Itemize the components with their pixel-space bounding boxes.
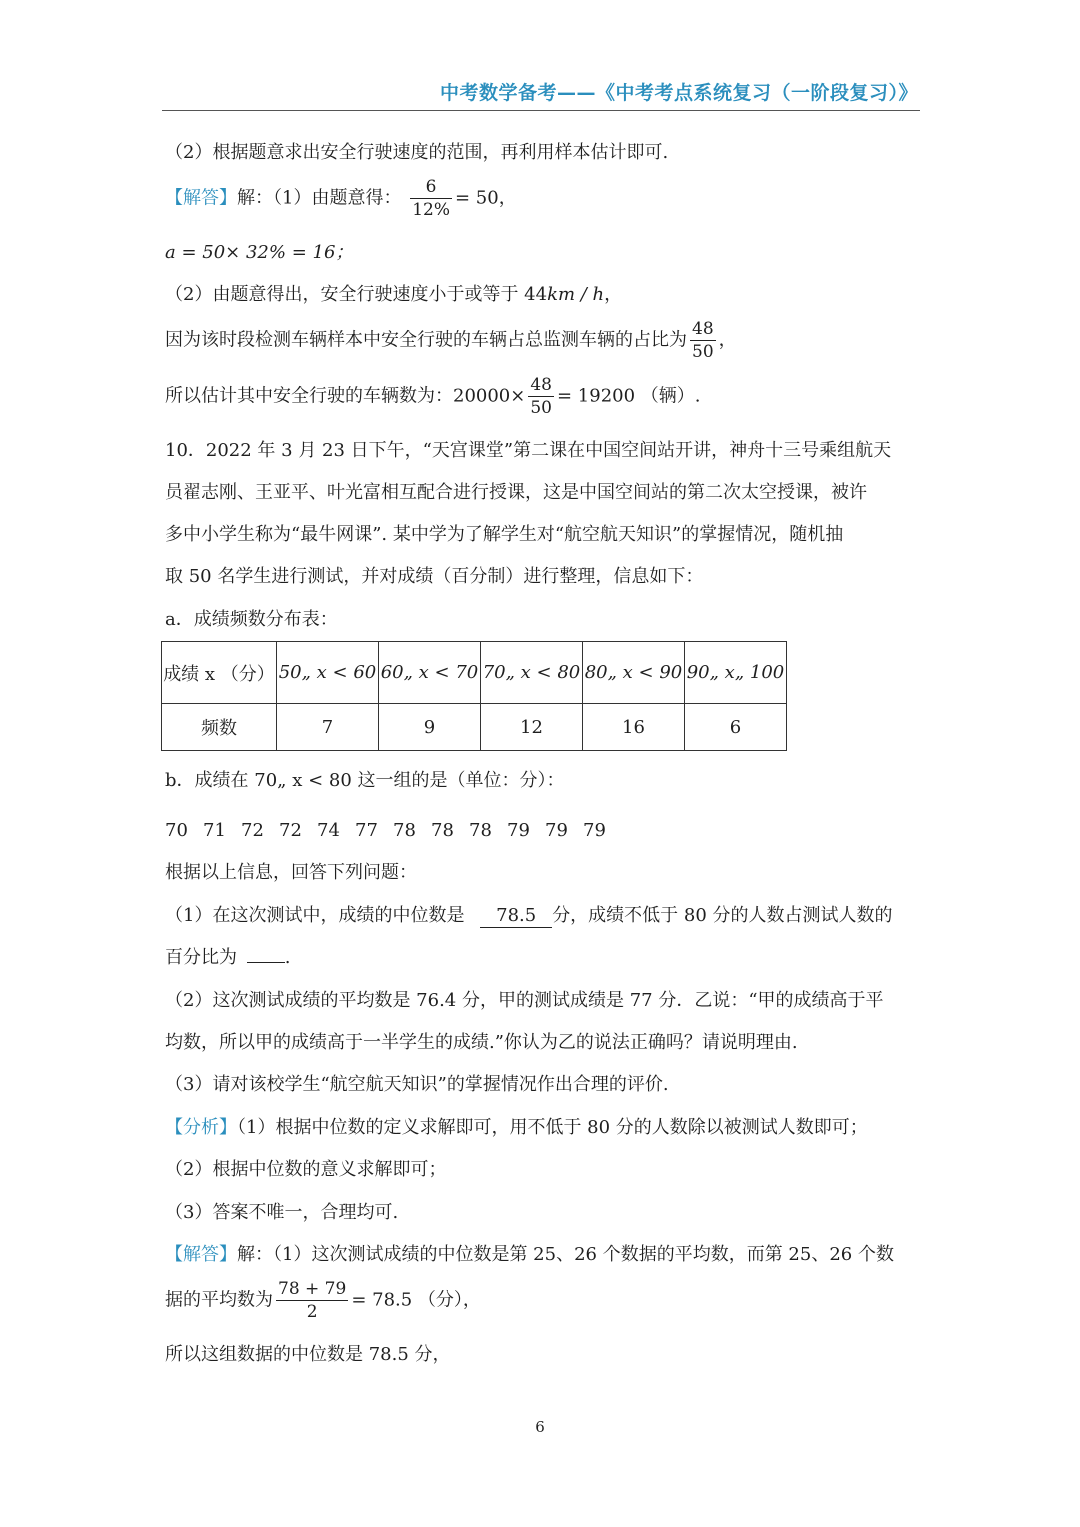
- fraction: [410, 176, 452, 221]
- equation-line: a = 50× 32% = 16；: [165, 242, 354, 263]
- fraction-denominator: 50: [692, 342, 714, 362]
- empty-blank: [247, 962, 285, 963]
- page-header-title: 中考数学备考——《中考考点系统复习（一阶段复习）》: [439, 82, 918, 104]
- text-span: .: [284, 947, 291, 968]
- count-cell: 6: [685, 704, 787, 751]
- answer-tag: 【解答】: [165, 187, 237, 209]
- text-span: （1）在这次测试中，成绩的中位数是: [165, 905, 465, 926]
- text-span: 解：（1）这次测试成绩的中位数是第 25、26 个数据的平均数，而第 25、26 个数: [237, 1244, 894, 1265]
- text-span: （1）根据中位数的定义求解即可，用不低于 80 分的人数除以被测试人数即可；: [237, 1117, 868, 1138]
- solution-line: [165, 1278, 481, 1323]
- analysis-line: （3）答案不唯一，合理均可.: [165, 1202, 399, 1223]
- fraction: [276, 1278, 348, 1323]
- analysis-tag: 【分析】: [165, 1117, 237, 1138]
- fraction-numerator: 6: [425, 177, 437, 197]
- text-span: 据的平均数为: [165, 1289, 273, 1311]
- text-span: 因为该时段检测车辆样本中安全行驶的车辆占总监测车辆的占比为: [165, 329, 687, 351]
- score-value: 72: [241, 820, 264, 841]
- question-part: [165, 945, 290, 971]
- table-header-cell: 成绩 x （分）: [162, 642, 277, 704]
- text-span: 所以估计其中安全行驶的车辆数为：20000×: [165, 385, 526, 407]
- score-value: 77: [355, 820, 378, 841]
- text-line: [165, 374, 701, 419]
- text-span: = 50，: [454, 187, 517, 209]
- header-divider: [162, 110, 920, 111]
- text-line: （2）根据题意求出安全行驶速度的范围，再利用样本估计即可.: [165, 142, 669, 163]
- fraction: [690, 318, 716, 363]
- score-value: 79: [545, 820, 568, 841]
- question-text: 多中小学生称为“最牛网课”. 某中学为了解学生对“航空航天知识”的掌握情况，随机抽: [165, 524, 844, 545]
- answer-blank: 78.5: [480, 905, 552, 928]
- question-part: （2）这次测试成绩的平均数是 76.4 分，甲的测试成绩是 77 分．乙说：“甲的成绩高于平: [165, 990, 884, 1011]
- range-cell: 50„ x < 60: [277, 642, 379, 704]
- text-span: （2）由题意得出，安全行驶速度小于或等于 44: [165, 284, 548, 305]
- range-cell: 60„ x < 70: [379, 642, 481, 704]
- solution-line: [165, 176, 517, 221]
- range-cell: 90„ x„ 100: [685, 642, 787, 704]
- fraction-numerator: 48: [692, 319, 714, 339]
- score-value: 78: [431, 820, 454, 841]
- analysis-line: （2）根据中位数的意义求解即可；: [165, 1159, 447, 1180]
- fraction-numerator: 48: [530, 375, 552, 395]
- text-span: 解：（1）由题意得：: [237, 187, 402, 209]
- score-value: 78: [393, 820, 416, 841]
- section-label: b．成绩在 70„ x < 80 这一组的是（单位：分）：: [165, 770, 565, 791]
- range-cell: 80„ x < 90: [583, 642, 685, 704]
- text-line: 根据以上信息，回答下列问题：: [165, 862, 417, 883]
- question-text: 10．2022 年 3 月 23 日下午，“天宫课堂”第二课在中国空间站开讲，神舟十三号乘组航天: [165, 440, 892, 461]
- fraction-denominator: 12%: [412, 200, 450, 220]
- frequency-table: [161, 641, 787, 751]
- score-value: 79: [583, 820, 606, 841]
- fraction-denominator: 2: [276, 1300, 348, 1323]
- text-line: [165, 318, 737, 363]
- text-span: ，: [718, 329, 737, 351]
- count-cell: 7: [277, 704, 379, 751]
- solution-line: 所以这组数据的中位数是 78.5 分，: [165, 1344, 451, 1365]
- fraction-numerator: 78 + 79: [278, 1279, 347, 1299]
- count-cell: 9: [379, 704, 481, 751]
- table-header-cell: 频数: [162, 704, 277, 751]
- text-line: [165, 282, 622, 308]
- table-row: [162, 642, 787, 704]
- score-list: [165, 818, 621, 844]
- text-span: ，: [604, 284, 623, 305]
- score-value: 78: [469, 820, 492, 841]
- score-value: 70: [165, 820, 188, 841]
- question-text: 员翟志刚、王亚平、叶光富相互配合进行授课，这是中国空间站的第二次太空授课，被许: [165, 482, 867, 503]
- answer-tag: 【解答】: [165, 1244, 237, 1265]
- section-label: a．成绩频数分布表：: [165, 609, 338, 630]
- score-value: 79: [507, 820, 530, 841]
- question-part: （3）请对该校学生“航空航天知识”的掌握情况作出合理的评价.: [165, 1074, 669, 1095]
- question-part: 均数，所以甲的成绩高于一半学生的成绩.”你认为乙的说法正确吗？请说明理由.: [165, 1032, 798, 1053]
- page-number: 6: [535, 1418, 545, 1436]
- range-cell: 70„ x < 80: [481, 642, 583, 704]
- count-cell: 16: [583, 704, 685, 751]
- count-cell: 12: [481, 704, 583, 751]
- question-text: 取 50 名学生进行测试，并对成绩（百分制）进行整理，信息如下：: [165, 566, 704, 587]
- score-value: 72: [279, 820, 302, 841]
- text-span: 百分比为: [165, 947, 237, 968]
- score-value: 74: [317, 820, 340, 841]
- solution-line: [165, 1242, 894, 1268]
- question-part: [165, 903, 893, 929]
- fraction: [528, 374, 554, 419]
- analysis-line: [165, 1115, 868, 1141]
- text-span: 分，成绩不低于 80 分的人数占测试人数的: [552, 905, 893, 926]
- fraction-denominator: 50: [530, 398, 552, 418]
- text-span: = 78.5 （分），: [351, 1289, 481, 1311]
- table-row: [162, 704, 787, 751]
- text-span: = 19200 （辆）.: [556, 385, 701, 407]
- score-value: 71: [203, 820, 226, 841]
- unit-text: km / h: [547, 284, 605, 305]
